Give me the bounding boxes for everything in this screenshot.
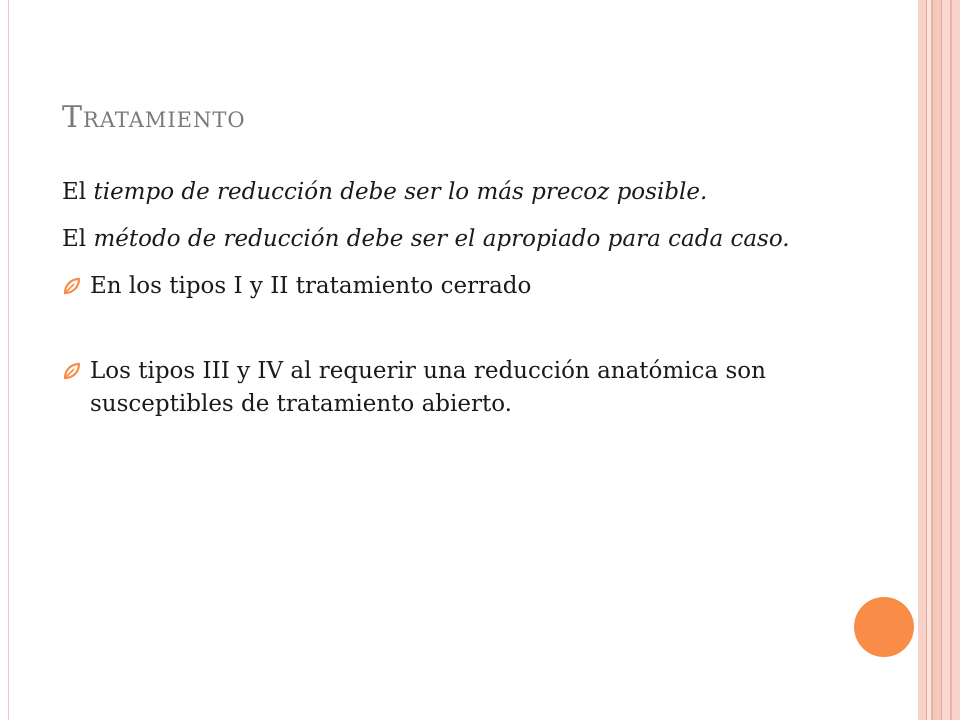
bullet-text: Los tipos III y IV al requerir una reducción anatómica son susceptibles de tratamiento abierto. xyxy=(90,358,766,417)
paragraph xyxy=(62,176,852,209)
right-stripe xyxy=(918,0,926,720)
bullet-text: En los tipos I y II tratamiento cerrado xyxy=(90,273,532,299)
paragraph-lead: El xyxy=(62,179,94,205)
paragraph-emphasis: método de reducción debe ser el apropiado para cada caso. xyxy=(93,226,790,252)
slide-title: Tratamiento xyxy=(62,100,246,135)
right-stripe xyxy=(933,0,941,720)
paragraph-emphasis: tiempo de reducción debe ser lo más precoz posible. xyxy=(93,179,708,205)
right-stripe xyxy=(942,0,950,720)
bullet-spacer xyxy=(62,303,852,355)
left-border-line xyxy=(8,0,9,720)
paragraph-lead: El xyxy=(62,226,94,252)
leaf-bullet-icon xyxy=(62,276,82,296)
paragraph xyxy=(62,223,852,256)
orange-circle-decoration xyxy=(854,597,914,657)
right-stripe xyxy=(952,0,960,720)
bullet-item xyxy=(62,355,852,421)
slide-content xyxy=(62,176,852,421)
leaf-bullet-icon xyxy=(62,361,82,381)
bullet-item xyxy=(62,270,852,303)
